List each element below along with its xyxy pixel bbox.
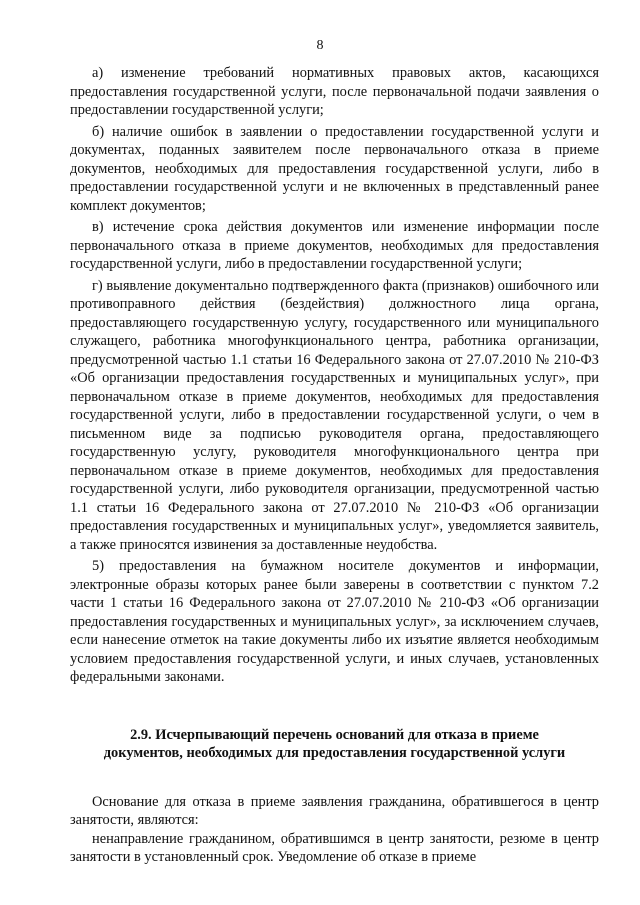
section-heading: [70, 726, 599, 763]
page-number: 8: [316, 38, 324, 53]
spacer: [70, 763, 599, 793]
paragraph-5: 5) предоставления на бумажном носителе документов и информации, электронные образы которых ранее были заверены в соответствии с пунктом 7.2 части 1 статьи 16 Федерального закона от 27.07.2010 № 210-ФЗ «Об организации предоставления государственных и муниципальных услуг», за исключением случаев, если нанесение отметок на такие документы либо их изъятие является необходимым условием предоставления государственной услуги, и иных случаев, установленных федеральными законами.: [70, 558, 599, 685]
paragraph-v: в) истечение срока действия документов или изменение информации после первоначального отказа в приеме документов, необходимых для предоставления государственной услуги, либо в предоставлении государственной услуги;: [70, 219, 599, 272]
section-heading-line-2: документов, необходимых для предоставления государственной услуги: [103, 745, 566, 761]
paragraph-a: а) изменение требований нормативных правовых актов, касающихся предоставления государственной услуги, после первоначальной подачи заявления о предоставлении государственной услуги;: [70, 65, 599, 118]
paragraph-b: б) наличие ошибок в заявлении о предоставлении государственной услуги и документах, поданных заявителем после первоначального отказа в приеме документов, необходимых для предоставления государственной услуги, либо в предоставлении государственной услуги и не включенных в представленный ранее комплект документов;: [70, 123, 599, 214]
paragraph-non-submission: ненаправление гражданином, обратившимся в центр занятости, резюме в центр занятости в установленный срок. Уведомление об отказе в приеме: [70, 830, 599, 865]
spacer: [70, 690, 599, 726]
paragraph-g: г) выявление документально подтвержденного факта (признаков) ошибочного или противоправного действия (бездействия) должностного лица органа, предоставляющего государственную услугу, государственного или муниципального служащего, работника многофункционального центра, работника организации, предусмотренной частью 1.1 статьи 16 Федерального закона от 27.07.2010 № 210-ФЗ «Об организации предоставления государственных и муниципальных услуг», при первоначальном отказе в приеме документов, необходимых для предоставления государственной услуги, либо в предоставлении государственной услуги, о чем в письменном виде за подписью руководителя органа, предоставляющего государственную услугу, руководителя многофункционального центра при первоначальном отказе в приеме документов, необходимых для предоставления государственной услуги, либо руководителя организации, предусмотренной частью 1.1 статьи 16 Федерального закона от 27.07.2010 № 210-ФЗ «Об организации предоставления государственных и муниципальных услуг», уведомляется заявитель, а также приносятся извинения за доставленные неудобства.: [70, 277, 599, 553]
section-heading-line-1: 2.9. Исчерпывающий перечень оснований для отказа в приеме: [130, 726, 539, 743]
document-body: [70, 64, 599, 867]
paragraph-grounds: Основание для отказа в приеме заявления гражданина, обратившегося в центр занятости, являются:: [70, 793, 599, 828]
